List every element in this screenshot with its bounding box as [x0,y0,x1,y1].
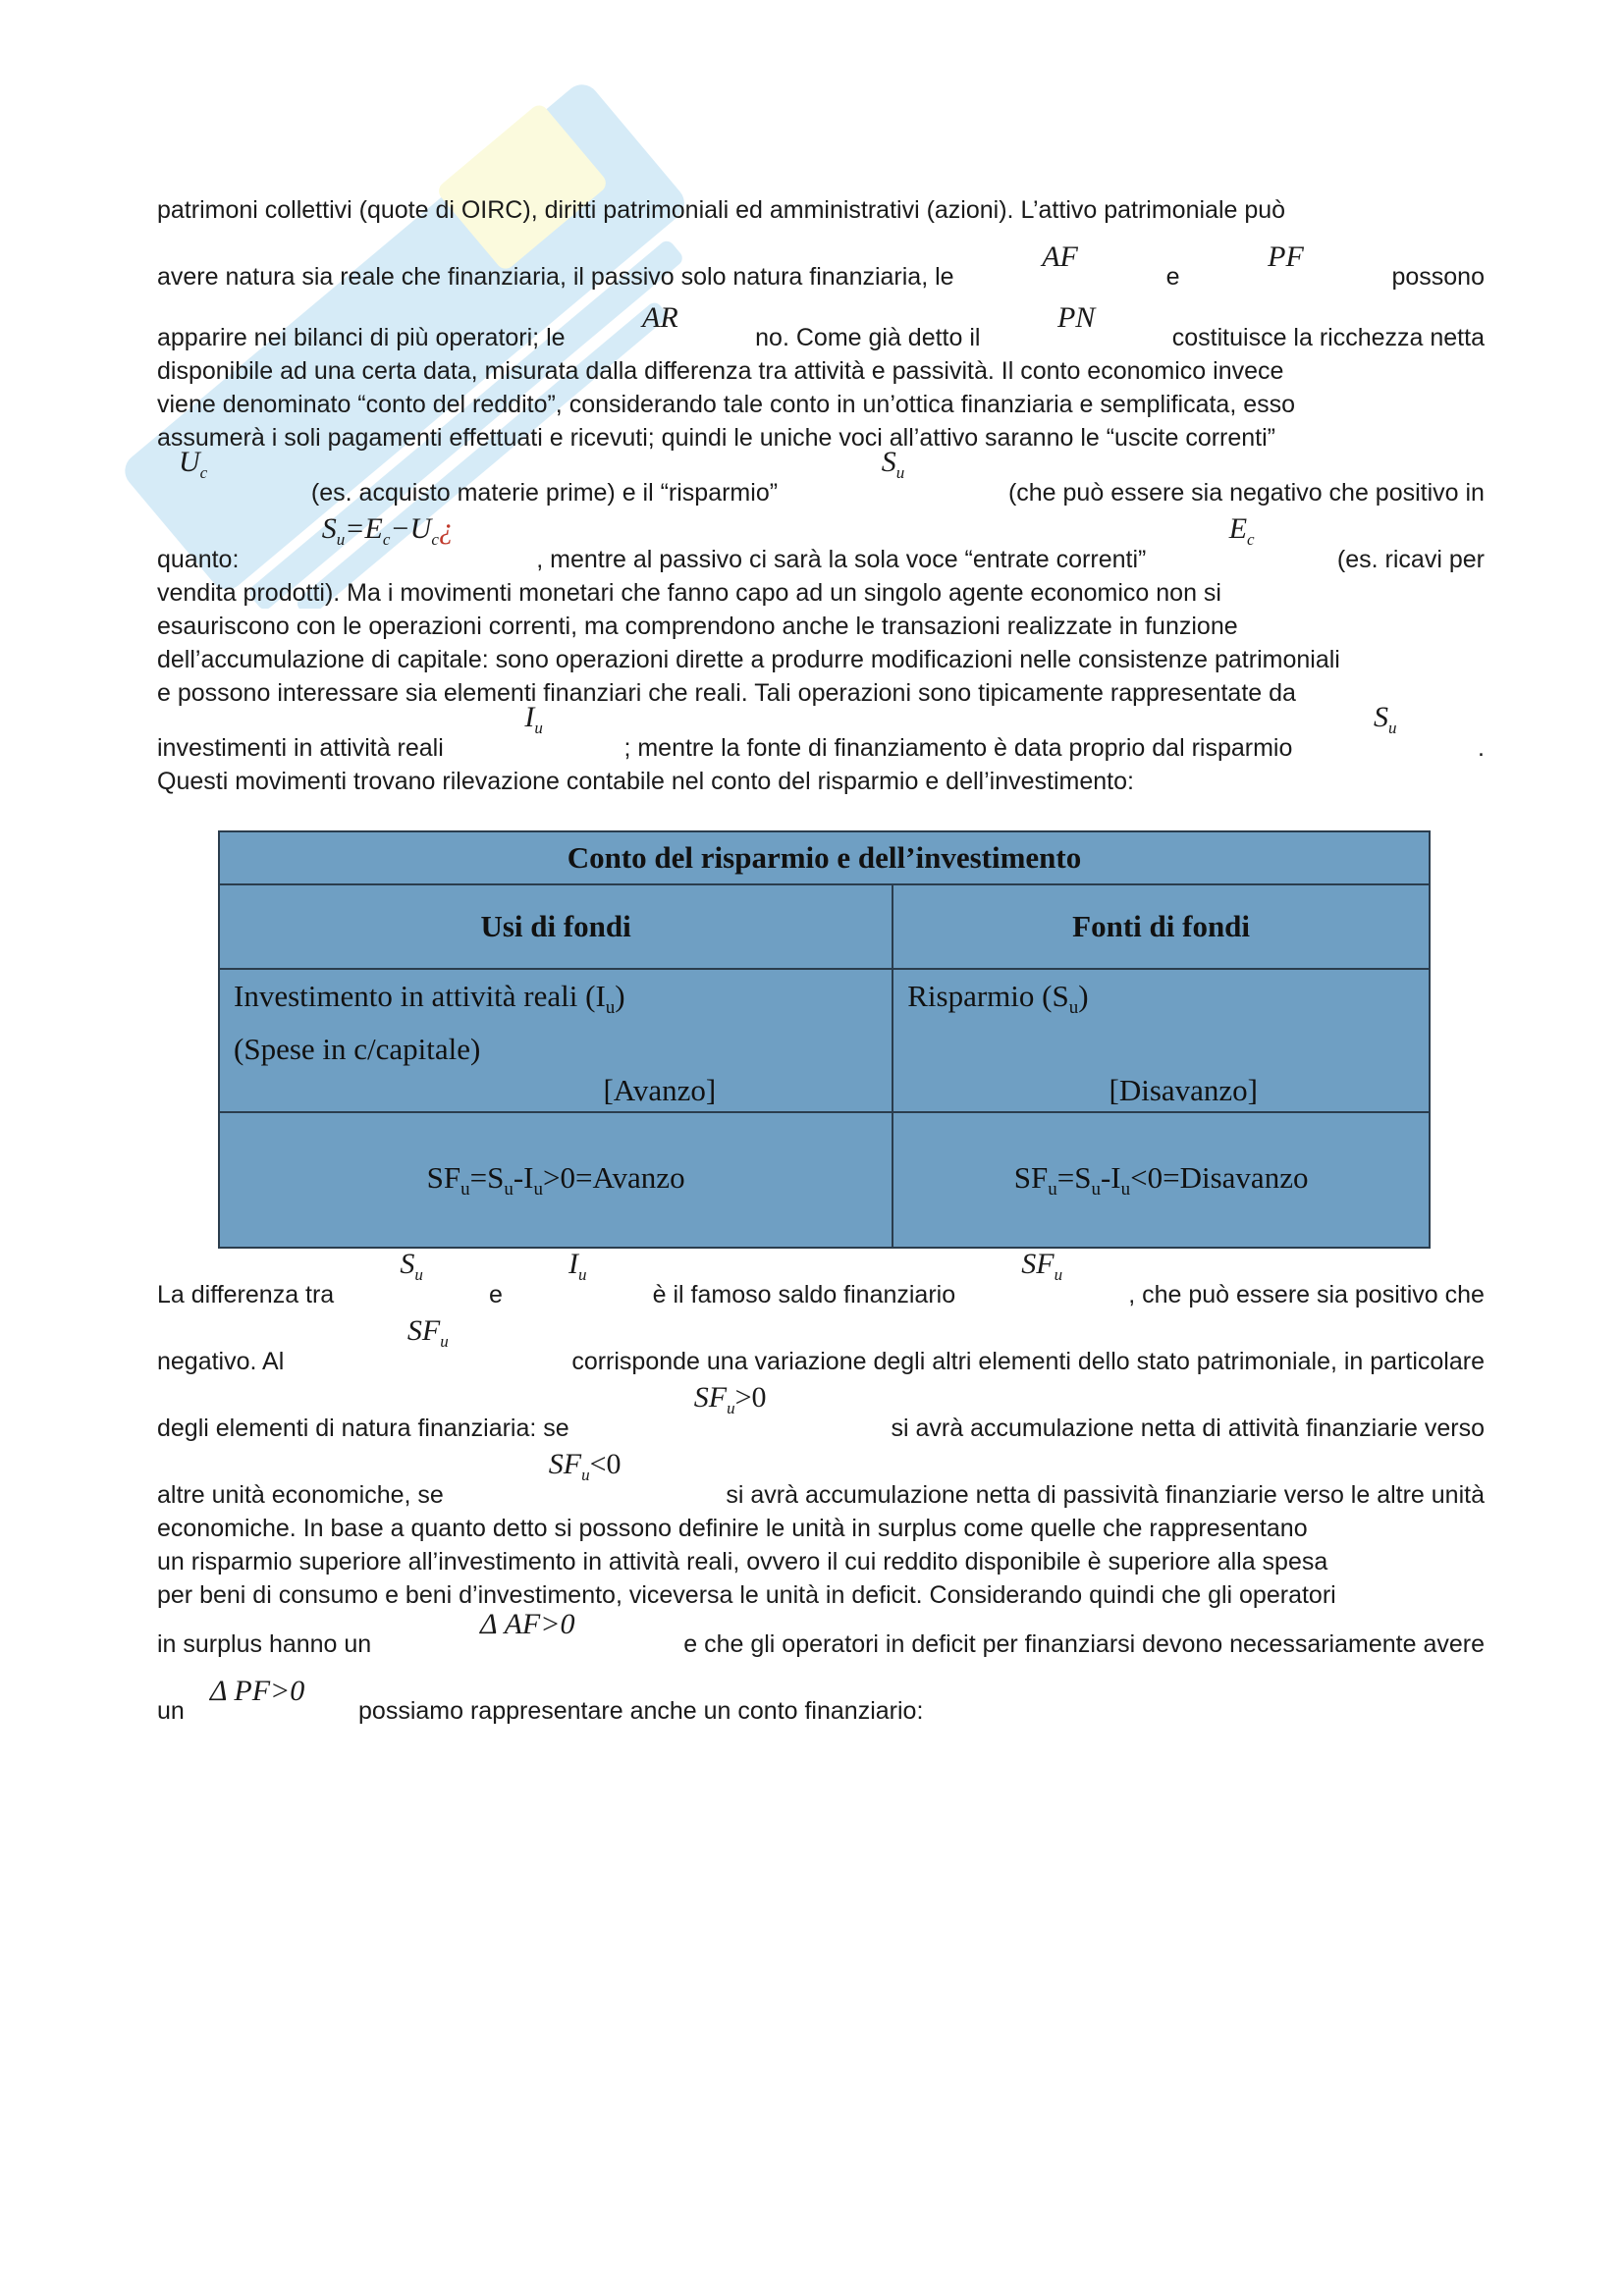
formula: PN [1056,301,1096,334]
text: e [1165,263,1180,291]
text: (es. ricavi per [1336,546,1485,573]
text: , che può essere sia positivo che [1128,1281,1485,1308]
text: in surplus hanno un [157,1630,372,1658]
text-line [157,227,1485,294]
text: economiche. In base a quanto detto si possono definire le unità in surplus come quelle che rappresentano [157,1515,1308,1542]
cell-fonti [893,969,1430,1112]
formula: $I_u$ [524,701,543,737]
text-line [157,676,1485,710]
text: esauriscono con le operazioni correnti, ma comprendono anche le transazioni realizzate in funzione [157,613,1238,640]
column-header-fonti: Fonti di fondi [893,884,1430,969]
text: quanto: [157,546,240,573]
text: investimenti in attività reali [157,734,444,762]
text: un [157,1697,185,1725]
text-line [157,1245,1485,1311]
text-line [157,1378,1485,1445]
cell-line: [Avanzo] [603,1073,717,1108]
column-header-usi: Usi di fondi [219,884,893,969]
text: corrisponde una variazione degli altri elementi dello stato patrimoniale, in particolare [571,1348,1485,1375]
text: ; mentre la fonte di finanziamento è data proprio dal risparmio [623,734,1293,762]
text: Questi movimenti trovano rilevazione contabile nel conto del risparmio e dell’investimento: [157,768,1134,795]
text: no. Come già detto il [755,324,981,351]
cell-line: (Spese in c/capitale) [234,1032,481,1067]
text-line [157,765,1485,798]
text-line [157,1608,1485,1661]
text-line [157,354,1485,388]
text: assumerà i soli pagamenti effettuati e ricevuti; quindi le uniche voci all’attivo saranno le “uscite correnti” [157,424,1276,452]
formula: $SF_u$ [1021,1248,1063,1284]
text: , mentre al passivo ci sarà la sola voce “entrate correnti” [536,546,1147,573]
text-line [157,701,1485,765]
text: dell’accumulazione di capitale: sono operazioni dirette a produrre modificazioni nelle consistenze patrimoniali [157,646,1340,673]
formula: $S_u$ [881,446,905,482]
text: costituisce la ricchezza netta [1171,324,1485,351]
text: (che può essere sia negativo che positivo in [1007,479,1485,507]
formula: $S_u=E_c-U_c¿$ [321,512,454,549]
text-line [157,1545,1485,1578]
text: avere natura sia reale che finanziaria, il passivo solo natura finanziaria, le [157,263,954,291]
formula: $U_c$ [179,446,208,482]
text-line [157,576,1485,610]
text: altre unità economiche, se [157,1481,444,1509]
text: possono [1391,263,1485,291]
text-line [157,643,1485,676]
text: e che gli operatori in deficit per finanziarsi devono necessariamente avere [683,1630,1485,1658]
cell-spacer [907,1029,1415,1070]
text: e possono interessare sia elementi finanziari che reali. Tali operazioni sono tipicamente rappresentate da [157,679,1296,707]
paragraph-2 [157,1245,1485,1728]
text-line [157,1445,1485,1512]
cell-line: Risparmio $(S_u)$ [907,979,1089,1019]
text: . [1478,734,1485,762]
formula: $S_u$ [400,1248,423,1284]
text-line [157,1311,1485,1378]
text: degli elementi di natura finanziaria: se [157,1415,569,1442]
cell-saldo-disavanzo: $SF_u=S_u-I_u<0=Disavanzo$ [893,1112,1430,1248]
formula: $I_u$ [568,1248,587,1284]
text: un risparmio superiore all’investimento in attività reali, ovvero il cui reddito disponibile è superiore alla spesa [157,1548,1328,1575]
text: è il famoso saldo finanziario [652,1281,956,1308]
text: apparire nei bilanci di più operatori; le [157,324,566,351]
cell-line: Investimento in attività reali $(I_u)$ [234,979,625,1019]
cell-line: [Disavanzo] [1109,1073,1258,1108]
cell-saldo-avanzo: $SF_u=S_u-I_u>0=Avanzo$ [219,1112,893,1248]
text-line [157,294,1485,354]
text-line [157,1512,1485,1545]
text-line [157,509,1485,576]
text: per beni di consumo e beni d’investimento, viceversa le unità in deficit. Considerando quindi che gli operatori [157,1581,1336,1609]
text-line [157,193,1485,227]
text: negativo. Al [157,1348,285,1375]
text: disponibile ad una certa data, misurata dalla differenza tra attività e passività. Il conto economico invece [157,357,1284,385]
text-line [157,388,1485,421]
text: La differenza tra [157,1281,335,1308]
formula: AF [1042,240,1078,273]
text: possiamo rappresentare anche un conto finanziario: [358,1697,924,1725]
text: patrimoni collettivi (quote di OIRC), diritti patrimoniali ed amministrativi (azioni). L’attivo patrimoniale può [157,196,1286,224]
formula: PF [1268,240,1304,273]
paragraph-1 [157,193,1485,798]
table-title: Conto del risparmio e dell’investimento [219,831,1430,884]
text-line [157,1578,1485,1612]
formula: Δ AF>0 [480,1608,575,1640]
formula: $SF_u<0$ [548,1448,622,1484]
text: viene denominato “conto del reddito”, considerando tale conto in un’ottica finanziaria e semplificata, esso [157,391,1296,418]
cell-usi [219,969,893,1112]
text: (es. acquisto materie prime) e il “risparmio” [310,479,779,507]
text: si avrà accumulazione netta di attività finanziarie verso [891,1415,1485,1442]
text: si avrà accumulazione netta di passività finanziarie verso le altre unità [726,1481,1485,1509]
text-line [157,610,1485,643]
text: e [488,1281,503,1308]
text-line [157,1661,1485,1728]
formula: $S_u$ [1373,701,1397,737]
formula: AR [642,301,678,334]
text-line [157,446,1485,509]
formula: $SF_u$ [406,1314,449,1351]
text-line [157,421,1485,454]
formula: $E_c$ [1228,512,1255,549]
formula: $SF_u>0$ [693,1381,767,1417]
formula: Δ PF>0 [209,1675,305,1707]
conto-risparmio-table [218,830,1431,1249]
text: vendita prodotti). Ma i movimenti monetari che fanno capo ad un singolo agente economico non si [157,579,1221,607]
